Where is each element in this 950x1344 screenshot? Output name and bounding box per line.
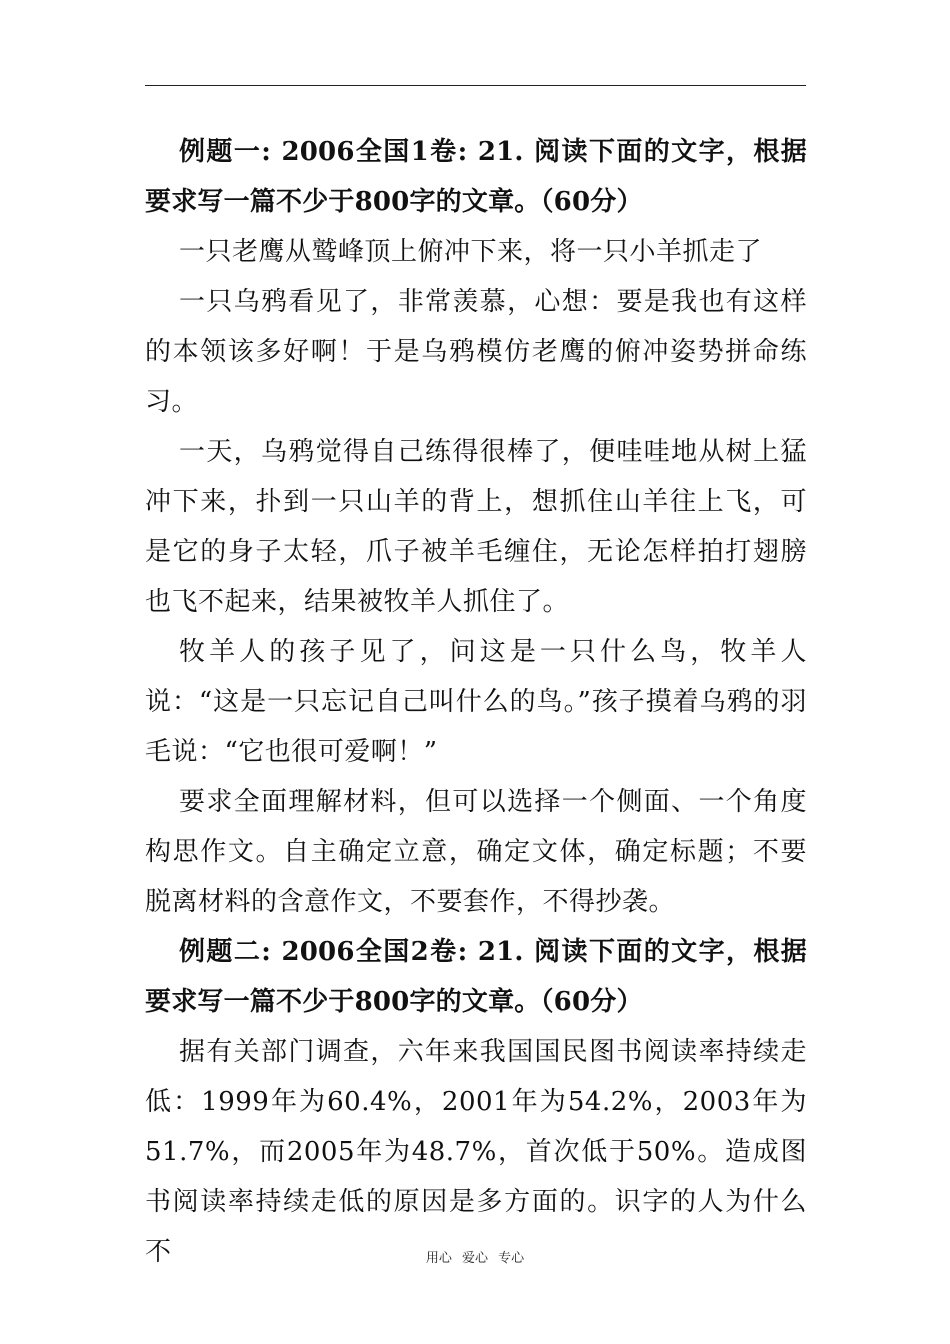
page-footer: 用心 爱心 专心 — [425, 1251, 525, 1266]
document-body — [145, 127, 807, 1277]
example-1-paragraph-1: 一只老鹰从鹫峰顶上俯冲下来，将一只小羊抓走了 — [179, 237, 763, 267]
example-1-paragraph-3: 一天，乌鸦觉得自己练得很棒了，便哇哇地从树上猛冲下来，扑到一只山羊的背上，想抓住山羊往上飞，可是它的身子太轻，爪子被羊毛缠住，无论怎样拍打翅膀也飞不起来，结果被牧羊人抓住了。 — [145, 437, 807, 617]
example-2-heading: 例题二: 2006全国2卷: 21. 阅读下面的文字，根据要求写一篇不少于800字的文章。（60分） — [145, 937, 807, 1017]
header-rule — [145, 85, 806, 86]
example-1-heading: 例题一: 2006全国1卷: 21. 阅读下面的文字，根据要求写一篇不少于800字的文章。（60分） — [145, 137, 807, 217]
example-1-paragraph-4: 牧羊人的孩子见了，问这是一只什么鸟，牧羊人说：“这是一只忘记自己叫什么的鸟。”孩子摸着乌鸦的羽毛说：“它也很可爱啊！” — [145, 637, 807, 767]
example-1-paragraph-2: 一只乌鸦看见了，非常羡慕，心想：要是我也有这样的本领该多好啊！于是乌鸦模仿老鹰的俯冲姿势拼命练习。 — [145, 287, 807, 417]
example-1-requirements: 要求全面理解材料，但可以选择一个侧面、一个角度构思作文。自主确定立意，确定文体，确定标题；不要脱离材料的含意作文，不要套作，不得抄袭。 — [145, 787, 807, 917]
example-2-paragraph-1: 据有关部门调查，六年来我国国民图书阅读率持续走低：1999年为60.4%，2001年为54.2%，2003年为51.7%，而2005年为48.7%，首次低于50%。造成图书阅读率持续走低的原因是多方面的。识字的人为什么不 — [145, 1037, 807, 1267]
